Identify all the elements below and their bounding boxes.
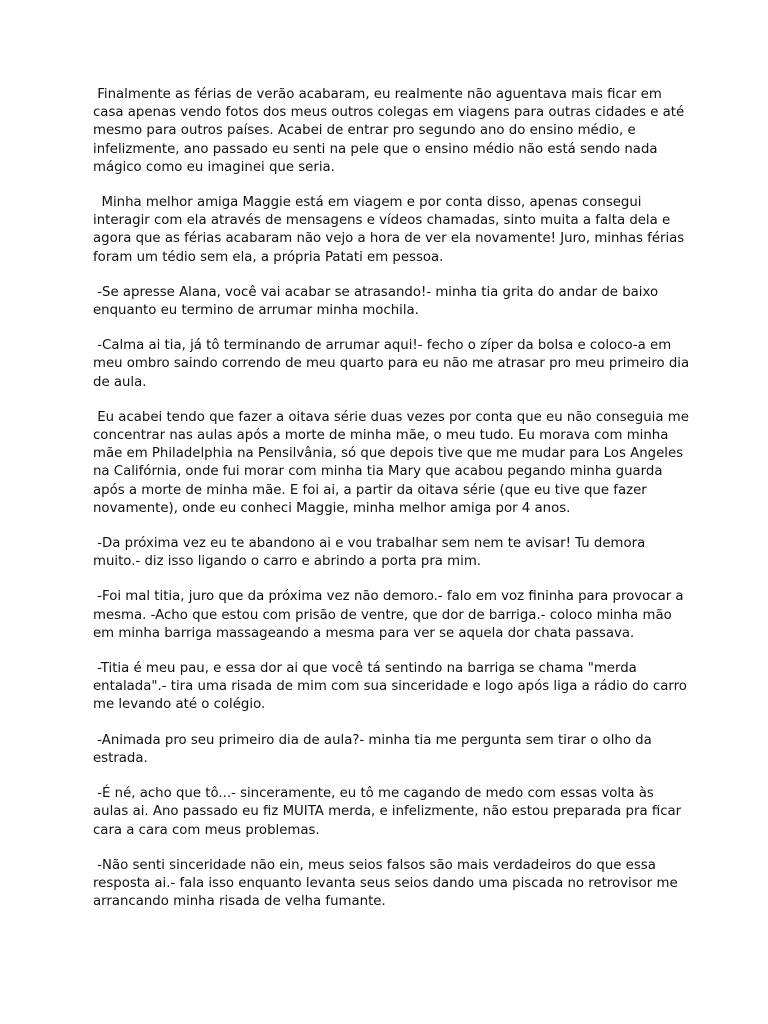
paragraph-5: Eu acabei tendo que fazer a oitava série duas vezes por conta que eu não conseguia me concentrar nas aulas após a morte de minha mãe, o meu tudo. Eu morava com minha mãe em Philadelphia na Pensilvânia, só que depois tive que me mudar para Los Angeles na Califórnia, onde fui morar com minha tia Mary que acabou pegando minha guarda após a morte de minha mãe. E foi ai, a partir da oitava série (que eu tive que fazer novamente), onde eu conheci Maggie, minha melhor amiga por 4 anos. [93, 409, 694, 516]
paragraph-3: -Se apresse Alana, você vai acabar se atrasando!- minha tia grita do andar de baixo enquanto eu termino de arrumar minha mochila. [93, 284, 663, 319]
paragraph-4: -Calma ai tia, já tô terminando de arrumar aqui!- fecho o zíper da bolsa e coloco-a em meu ombro saindo correndo de meu quarto para eu não me atrasar pro meu primeiro dia de aula. [93, 338, 694, 390]
document-page [93, 86, 693, 928]
paragraph-7: -Foi mal titia, juro que da próxima vez não demoro.- falo em voz fininha para provocar a mesma. -Acho que estou com prisão de ventre, que dor de barriga.- coloco minha mão em minha barriga massageando a mesma para ver se aquela dor chata passava. [93, 589, 688, 641]
paragraph-10: -É né, acho que tô...- sinceramente, eu tô me cagando de medo com essas volta às aulas ai. Ano passado eu fiz MUITA merda, e infelizmente, não estou preparada pra ficar cara a cara com meus problemas. [93, 786, 686, 838]
paragraph-6: -Da próxima vez eu te abandono ai e vou trabalhar sem nem te avisar! Tu demora muito.- diz isso ligando o carro e abrindo a porta pra mim. [93, 536, 650, 570]
paragraph-9: -Animada pro seu primeiro dia de aula?- minha tia me pergunta sem tirar o olho da estrada. [93, 732, 657, 766]
paragraph-2: Minha melhor amiga Maggie está em viagem e por conta disso, apenas consegui interagir com ela através de mensagens e vídeos chamadas, sinto muita a falta dela e agora que as férias acabaram não vejo a hora de ver ela novamente! Juro, minhas férias foram um tédio sem ela, a própria Patati em pessoa. [93, 195, 689, 265]
paragraph-11: -Não senti sinceridade não ein, meus seios falsos são mais verdadeiros do que essa resposta ai.- fala isso enquanto levanta seus seios dando uma piscada no retrovisor me arrancando minha risada de velha fumante. [93, 857, 682, 910]
paragraph-8: -Titia é meu pau, e essa dor ai que você tá sentindo na barriga se chama "merda entalada".- tira uma risada de mim com sua sinceridade e logo após liga a rádio do carro me levando até o colégio. [93, 661, 692, 713]
paragraph-1: Finalmente as férias de verão acabaram, eu realmente não aguentava mais ficar em casa apenas vendo fotos dos meus outros colegas em viagens para outras cidades e até mesmo para outros países. Acabei de entrar pro segundo ano do ensino médio, e infelizmente, ano passado eu senti na pele que o ensino médio não está sendo nada mágico como eu imaginei que seria. [93, 87, 689, 175]
